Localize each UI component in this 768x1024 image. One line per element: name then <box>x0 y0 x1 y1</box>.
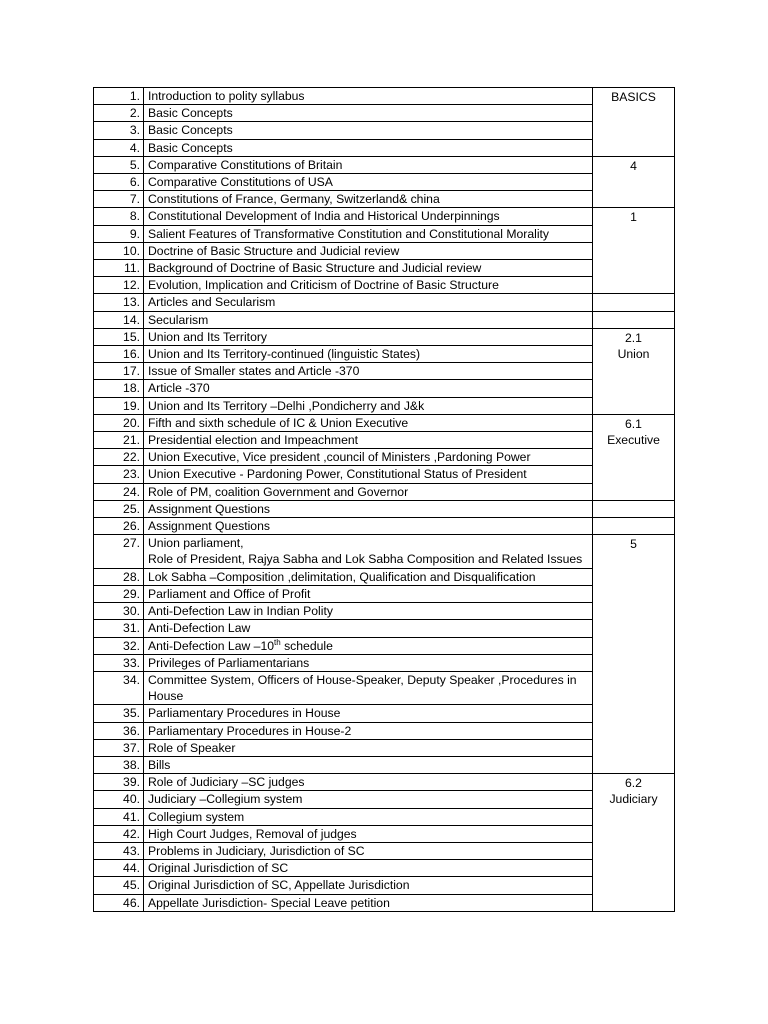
lecture-number: 1. <box>94 88 144 105</box>
table-row <box>94 242 675 259</box>
lecture-topic <box>144 620 593 637</box>
topic-text: Basic Concepts <box>148 106 233 121</box>
table-row <box>94 705 675 722</box>
lecture-topic <box>144 774 593 791</box>
topic-text: Problems in Judiciary, Jurisdiction of SC <box>148 843 365 858</box>
lecture-topic <box>144 225 593 242</box>
unit-label <box>593 535 675 774</box>
table-row <box>94 860 675 877</box>
topic-text: Original Jurisdiction of SC <box>148 861 289 876</box>
syllabus-table <box>93 87 675 912</box>
table-row <box>94 603 675 620</box>
topic-text-suffix: schedule <box>280 638 333 653</box>
table-row <box>94 585 675 602</box>
lecture-number: 26. <box>94 518 144 535</box>
lecture-topic <box>144 242 593 259</box>
lecture-topic <box>144 414 593 431</box>
lecture-number: 7. <box>94 191 144 208</box>
lecture-number: 12. <box>94 277 144 294</box>
table-row <box>94 397 675 414</box>
unit-label-line-1: 5 <box>630 537 637 552</box>
lecture-number: 3. <box>94 122 144 139</box>
unit-label-line-1: 4 <box>630 158 637 173</box>
lecture-topic <box>144 671 593 704</box>
lecture-topic <box>144 877 593 894</box>
lecture-topic <box>144 637 593 654</box>
lecture-number: 23. <box>94 466 144 483</box>
lecture-number: 11. <box>94 260 144 277</box>
unit-label-line-1: 1 <box>630 210 637 225</box>
topic-text: Role of Speaker <box>148 740 236 755</box>
table-row <box>94 414 675 431</box>
lecture-topic <box>144 380 593 397</box>
topic-text: Role of Judiciary –SC judges <box>148 775 305 790</box>
table-row <box>94 483 675 500</box>
lecture-topic <box>144 500 593 517</box>
table-row <box>94 380 675 397</box>
unit-label-line-1: 6.1 <box>625 416 642 431</box>
topic-text: Background of Doctrine of Basic Structure and Judicial review <box>148 261 482 276</box>
lecture-topic <box>144 860 593 877</box>
lecture-number: 28. <box>94 568 144 585</box>
unit-label-line-1: 2.1 <box>625 330 642 345</box>
lecture-topic <box>144 363 593 380</box>
topic-text: Parliament and Office of Profit <box>148 586 311 601</box>
topic-text: Anti-Defection Law in Indian Polity <box>148 604 333 619</box>
topic-text: Privileges of Parliamentarians <box>148 655 310 670</box>
lecture-topic <box>144 842 593 859</box>
topic-text: Collegium system <box>148 809 245 824</box>
lecture-number: 18. <box>94 380 144 397</box>
lecture-number: 33. <box>94 654 144 671</box>
lecture-topic <box>144 722 593 739</box>
lecture-number: 36. <box>94 722 144 739</box>
lecture-number: 38. <box>94 756 144 773</box>
table-row <box>94 500 675 517</box>
table-row <box>94 774 675 791</box>
table-row <box>94 808 675 825</box>
lecture-topic <box>144 585 593 602</box>
lecture-topic <box>144 174 593 191</box>
topic-text: Lok Sabha –Composition ,delimitation, Qualification and Disqualification <box>148 569 536 584</box>
topic-text: Parliamentary Procedures in House-2 <box>148 723 352 738</box>
table-row <box>94 174 675 191</box>
lecture-topic <box>144 328 593 345</box>
topic-text: Union and Its Territory <box>148 329 267 344</box>
topic-text: Doctrine of Basic Structure and Judicial review <box>148 243 400 258</box>
table-row <box>94 568 675 585</box>
lecture-topic <box>144 191 593 208</box>
lecture-topic <box>144 654 593 671</box>
lecture-number: 24. <box>94 483 144 500</box>
lecture-topic <box>144 894 593 911</box>
table-row <box>94 191 675 208</box>
table-row <box>94 722 675 739</box>
lecture-topic <box>144 139 593 156</box>
table-row <box>94 363 675 380</box>
topic-superscript: th <box>274 637 281 647</box>
topic-text: Basic Concepts <box>148 140 233 155</box>
lecture-number: 20. <box>94 414 144 431</box>
lecture-number: 44. <box>94 860 144 877</box>
table-row <box>94 432 675 449</box>
lecture-number: 25. <box>94 500 144 517</box>
lecture-number: 35. <box>94 705 144 722</box>
table-row <box>94 139 675 156</box>
table-row <box>94 535 675 568</box>
topic-text: Constitutions of France, Germany, Switzerland& china <box>148 192 440 207</box>
table-row <box>94 156 675 173</box>
lecture-number: 16. <box>94 346 144 363</box>
topic-text: Union Executive - Pardoning Power, Constitutional Status of President <box>148 467 527 482</box>
lecture-number: 9. <box>94 225 144 242</box>
lecture-number: 40. <box>94 791 144 808</box>
lecture-number: 27. <box>94 535 144 568</box>
lecture-number: 21. <box>94 432 144 449</box>
topic-text: High Court Judges, Removal of judges <box>148 826 357 841</box>
table-row <box>94 449 675 466</box>
lecture-topic <box>144 705 593 722</box>
table-row <box>94 877 675 894</box>
lecture-number: 29. <box>94 585 144 602</box>
table-row <box>94 825 675 842</box>
table-row <box>94 654 675 671</box>
unit-label-line-1: BASICS <box>611 90 656 104</box>
topic-text: Anti-Defection Law –10 <box>148 638 275 653</box>
lecture-number: 30. <box>94 603 144 620</box>
table-row <box>94 466 675 483</box>
topic-text: Issue of Smaller states and Article -370 <box>148 364 360 379</box>
table-row <box>94 518 675 535</box>
lecture-number: 17. <box>94 363 144 380</box>
table-row <box>94 739 675 756</box>
lecture-topic <box>144 346 593 363</box>
topic-text: Anti-Defection Law <box>148 621 251 636</box>
lecture-number: 42. <box>94 825 144 842</box>
table-row <box>94 791 675 808</box>
lecture-number: 45. <box>94 877 144 894</box>
topic-text: Comparative Constitutions of USA <box>148 175 333 190</box>
table-row <box>94 756 675 773</box>
unit-label <box>593 414 675 500</box>
topic-text: Articles and Secularism <box>148 295 276 310</box>
lecture-number: 22. <box>94 449 144 466</box>
table-row <box>94 105 675 122</box>
unit-label <box>593 208 675 294</box>
lecture-topic <box>144 208 593 225</box>
lecture-number: 10. <box>94 242 144 259</box>
lecture-topic <box>144 311 593 328</box>
lecture-topic <box>144 808 593 825</box>
lecture-topic <box>144 105 593 122</box>
lecture-number: 2. <box>94 105 144 122</box>
lecture-number: 5. <box>94 156 144 173</box>
lecture-topic <box>144 791 593 808</box>
table-row <box>94 328 675 345</box>
lecture-topic <box>144 277 593 294</box>
lecture-topic <box>144 88 593 105</box>
unit-label-line-2: Executive <box>607 433 660 448</box>
lecture-topic <box>144 449 593 466</box>
topic-text: Fifth and sixth schedule of IC & Union Executive <box>148 415 409 430</box>
topic-text-line-2: Role of President, Rajya Sabha and Lok Sabha Composition and Related Issues <box>148 552 583 567</box>
topic-text: Original Jurisdiction of SC, Appellate Jurisdiction <box>148 878 410 893</box>
table-row <box>94 208 675 225</box>
table-row <box>94 260 675 277</box>
lecture-topic <box>144 603 593 620</box>
lecture-number: 13. <box>94 294 144 311</box>
topic-text: Basic Concepts <box>148 123 233 138</box>
topic-text: Appellate Jurisdiction- Special Leave petition <box>148 895 390 910</box>
table-row <box>94 311 675 328</box>
unit-label <box>593 311 675 328</box>
lecture-topic <box>144 432 593 449</box>
lecture-number: 37. <box>94 739 144 756</box>
table-row <box>94 637 675 654</box>
lecture-topic <box>144 739 593 756</box>
lecture-number: 4. <box>94 139 144 156</box>
unit-label-line-1: 6.2 <box>625 776 642 791</box>
topic-text: Salient Features of Transformative Constitution and Constitutional Morality <box>148 226 550 241</box>
lecture-number: 34. <box>94 671 144 704</box>
lecture-topic <box>144 535 593 568</box>
topic-text: Bills <box>148 757 171 772</box>
topic-text: Constitutional Development of India and Historical Underpinnings <box>148 209 500 224</box>
unit-label <box>593 518 675 535</box>
topic-text: Assignment Questions <box>148 501 270 516</box>
unit-label <box>593 88 675 157</box>
unit-label-line-2: Union <box>617 347 650 362</box>
lecture-topic <box>144 397 593 414</box>
topic-text: Assignment Questions <box>148 519 270 534</box>
unit-label-line-2: Judiciary <box>609 792 658 807</box>
table-row <box>94 225 675 242</box>
table-row <box>94 122 675 139</box>
table-row <box>94 346 675 363</box>
table-row <box>94 620 675 637</box>
unit-label <box>593 156 675 208</box>
lecture-number: 19. <box>94 397 144 414</box>
lecture-number: 14. <box>94 311 144 328</box>
unit-label <box>593 500 675 517</box>
table-row <box>94 294 675 311</box>
lecture-number: 32. <box>94 637 144 654</box>
unit-label <box>593 328 675 414</box>
table-row <box>94 277 675 294</box>
topic-text: Presidential election and Impeachment <box>148 433 359 448</box>
syllabus-table-body <box>94 88 675 912</box>
lecture-topic <box>144 568 593 585</box>
topic-text: Union Executive, Vice president ,council of Ministers ,Pardoning Power <box>148 450 531 465</box>
unit-label <box>593 294 675 311</box>
topic-text: Union parliament, <box>148 536 244 551</box>
lecture-topic <box>144 518 593 535</box>
lecture-number: 8. <box>94 208 144 225</box>
lecture-number: 6. <box>94 174 144 191</box>
lecture-number: 41. <box>94 808 144 825</box>
topic-text: Role of PM, coalition Government and Governor <box>148 484 409 499</box>
table-row <box>94 88 675 105</box>
lecture-topic <box>144 294 593 311</box>
topic-text: Introduction to polity syllabus <box>148 89 305 103</box>
topic-text: Judiciary –Collegium system <box>148 792 303 807</box>
topic-text: Article -370 <box>148 381 210 396</box>
topic-text: Committee System, Officers of House-Speaker, Deputy Speaker ,Procedures in House <box>148 672 577 704</box>
lecture-number: 46. <box>94 894 144 911</box>
lecture-topic <box>144 483 593 500</box>
unit-label <box>593 774 675 912</box>
lecture-topic <box>144 122 593 139</box>
topic-text: Secularism <box>148 312 209 327</box>
lecture-number: 15. <box>94 328 144 345</box>
lecture-topic <box>144 825 593 842</box>
lecture-topic <box>144 466 593 483</box>
lecture-number: 39. <box>94 774 144 791</box>
topic-text: Parliamentary Procedures in House <box>148 706 341 721</box>
table-row <box>94 671 675 704</box>
table-row <box>94 894 675 911</box>
lecture-topic <box>144 156 593 173</box>
lecture-number: 31. <box>94 620 144 637</box>
table-row <box>94 842 675 859</box>
topic-text: Union and Its Territory-continued (linguistic States) <box>148 347 421 362</box>
topic-text: Evolution, Implication and Criticism of Doctrine of Basic Structure <box>148 278 499 293</box>
topic-text: Union and Its Territory –Delhi ,Pondicherry and J&k <box>148 398 425 413</box>
lecture-topic <box>144 756 593 773</box>
lecture-topic <box>144 260 593 277</box>
lecture-number: 43. <box>94 842 144 859</box>
topic-text: Comparative Constitutions of Britain <box>148 157 343 172</box>
